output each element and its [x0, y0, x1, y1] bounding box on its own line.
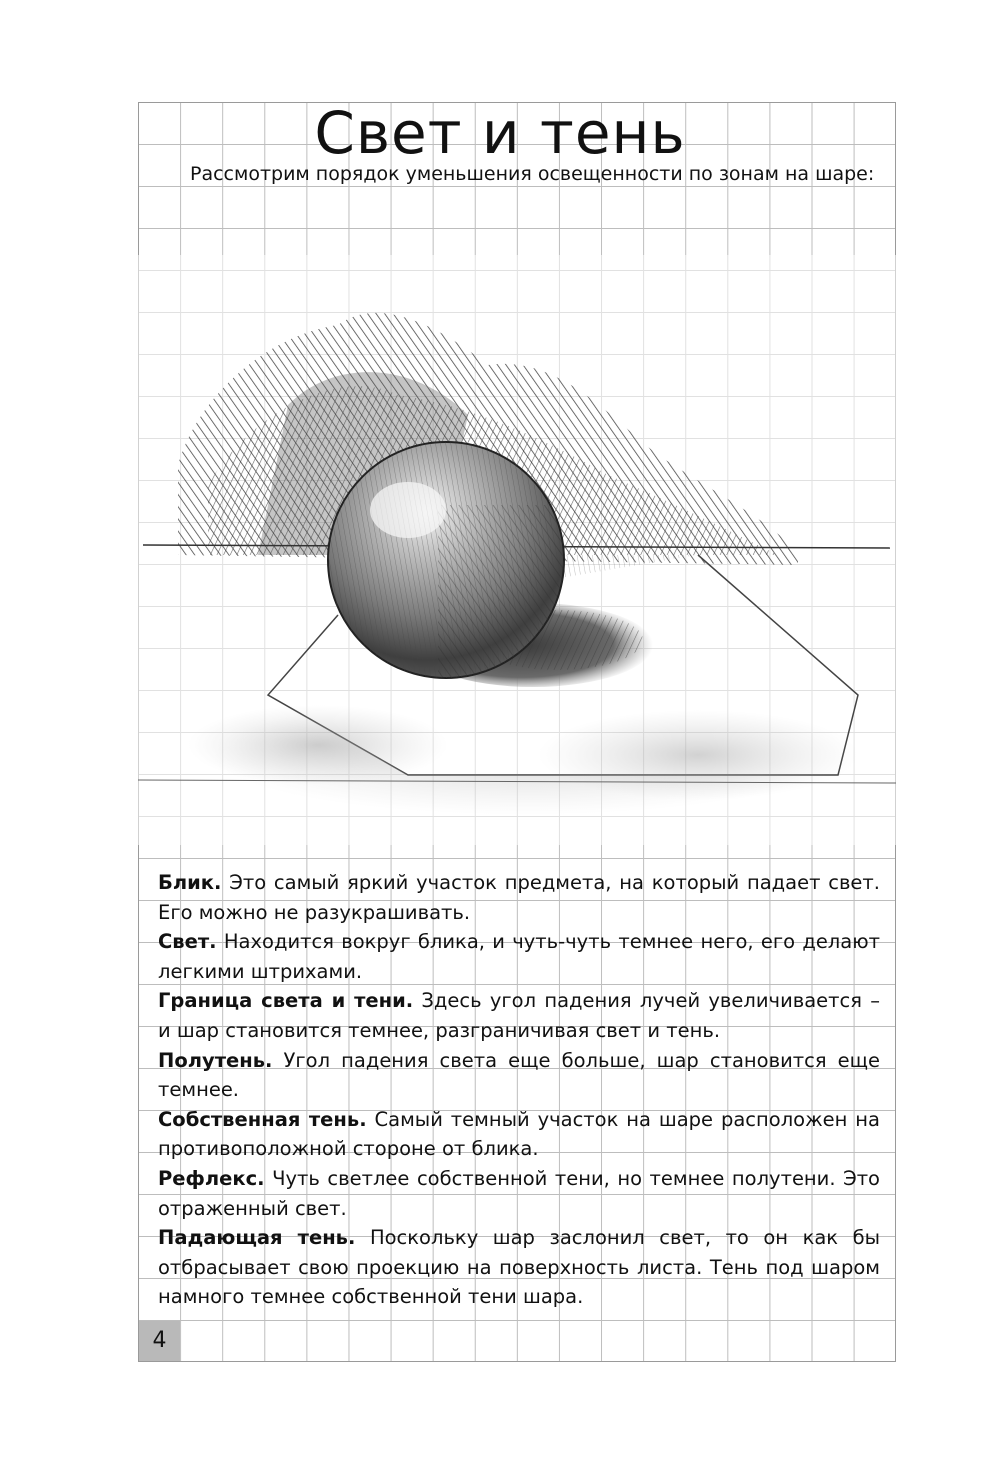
zone-term: Граница света и тени. — [158, 989, 414, 1013]
zone-item-core-shadow — [158, 1105, 880, 1164]
zone-item-highlight — [158, 868, 880, 927]
zone-text: Чуть светлее собственной тени, но темнее полутени. Это отраженный свет. — [158, 1166, 880, 1220]
zone-item-halftone — [158, 1046, 880, 1105]
zone-term: Свет. — [158, 930, 217, 954]
zone-term: Полутень. — [158, 1048, 273, 1072]
zone-text: Поскольку шар заслонил свет, то он как бы отбрасывает свою проекцию на поверхность листа. Тень под шаром намного темнее собственной тени шара. — [158, 1226, 881, 1309]
zone-text: Это самый яркий участок предмета, на который падает свет. Его можно не разукрашивать. — [158, 871, 880, 924]
zone-text: Находится вокруг блика, и чуть-чуть темнее него, его делают легкими штрихами. — [158, 930, 880, 983]
zone-text: Самый темный участок на шаре расположен на противоположной стороне от блика. — [158, 1107, 881, 1161]
zone-item-light — [158, 927, 880, 986]
zone-item-cast-shadow — [158, 1223, 880, 1312]
zone-item-reflected-light — [158, 1164, 880, 1223]
light-zone-list — [158, 868, 880, 1312]
page-subtitle: Рассмотрим порядок уменьшения освещенности по зонам на шаре: — [190, 163, 875, 185]
zone-text: Здесь угол падения лучей увеличивается – и шар становится темнее, разграничивая свет и тень. — [158, 989, 880, 1042]
zone-term: Блик. — [158, 871, 222, 894]
page-title: Свет и тень — [314, 99, 686, 167]
zone-term: Рефлекс. — [158, 1166, 265, 1190]
sphere-drawing — [138, 255, 896, 845]
zone-item-terminator — [158, 986, 880, 1045]
page-number: 4 — [139, 1321, 180, 1361]
zone-term: Падающая тень. — [158, 1226, 356, 1250]
zone-term: Собственная тень. — [158, 1107, 367, 1131]
zone-text: Угол падения света еще больше, шар становится еще темнее. — [158, 1048, 880, 1102]
